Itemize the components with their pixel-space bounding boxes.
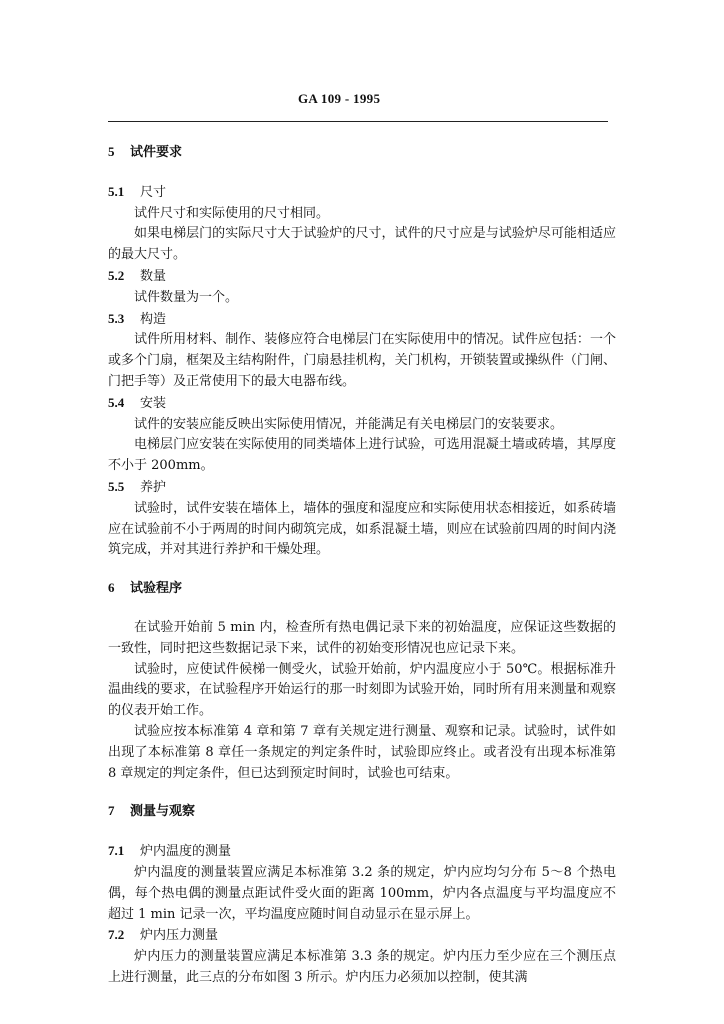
clause-title: 炉内温度的测量 — [140, 844, 232, 860]
clause-number: 5.1 — [108, 183, 125, 199]
paragraph: 试件所用材料、制作、装修应符合电梯层门在实际使用中的情况。试件应包括：一个或多个门扇，框架及主结构附件，门扇悬挂机构，关门机构，开锁装置或操纵件（门闸、门把手等）及正常使用下的最大电器布线。 — [108, 332, 616, 389]
clause-title: 安装 — [140, 395, 167, 411]
clause-title: 数量 — [140, 268, 167, 284]
clause-number: 5.2 — [108, 267, 125, 283]
section-number: 5 — [108, 144, 115, 159]
clause-title: 尺寸 — [140, 184, 167, 200]
document-body — [108, 142, 616, 989]
section-6-heading — [108, 578, 616, 600]
paragraph: 电梯层门应安装在实际使用的同类墙体上进行试验，可选用混凝土墙或砖墙，其厚度不小于 200mm。 — [108, 437, 616, 474]
section-number: 6 — [108, 580, 115, 596]
clause-title: 构造 — [140, 311, 167, 327]
paragraph: 在试验开始前 5 min 内，检查所有热电偶记录下来的初始温度，应保证这些数据的一致性，同时把这些数据记录下来，试件的初始变形情况也应记录下来。 — [108, 619, 616, 656]
section-5-heading — [108, 142, 616, 164]
paragraph: 试验时，试件安装在墙体上，墙体的强度和湿度应和实际使用状态相接近，如系砖墙应在试验前不小于两周的时间内砌筑完成，如系混凝土墙，则应在试验前四周的时间内浇筑完成，并对其进行养护和干燥处理。 — [108, 500, 616, 558]
section-title: 试件要求 — [130, 145, 183, 160]
clause-7-2-heading — [108, 925, 616, 947]
clause-number: 7.1 — [108, 843, 125, 859]
section-7-heading — [108, 801, 616, 823]
header-rule — [108, 121, 608, 122]
clause-5-3-heading — [108, 309, 616, 331]
clause-7-1-heading — [108, 841, 616, 863]
clause-number: 5.3 — [108, 310, 125, 326]
paragraph: 试件尺寸和实际使用的尺寸相同。 — [134, 205, 330, 221]
paragraph: 炉内压力的测量装置应满足本标准第 3.3 条的规定。炉内压力至少应在三个测压点上进行测量，此三点的分布如图 3 所示。炉内压力必须加以控制，使其满 — [108, 949, 616, 985]
standard-code-header: GA 109 - 1995 — [298, 91, 381, 106]
paragraph: 试验时，应使试件候梯一侧受火，试验开始前，炉内温度应小于 50℃。根据标准升温曲线的要求，在试验程序开始运行的那一时刻即为试验开始，同时所有用来测量和观察的仪表开始工作。 — [108, 661, 616, 719]
clause-number: 5.4 — [108, 394, 125, 410]
clause-number: 5.5 — [108, 478, 125, 494]
paragraph: 试件的安装应能反映出实际使用情况，并能满足有关电梯层门的安装要求。 — [134, 416, 564, 432]
clause-5-5-heading — [108, 477, 616, 499]
paragraph: 试件数量为一个。 — [134, 289, 239, 305]
clause-title: 养护 — [140, 479, 167, 495]
section-number: 7 — [108, 803, 115, 819]
section-title: 试验程序 — [130, 581, 183, 597]
paragraph: 试验应按本标准第 4 章和第 7 章有关规定进行测量、观察和记录。试验时，试件如出现了本标准第 8 章任一条规定的判定条件时，试验即应终止。或者没有出现本标准第 8 章规定的判定条件，但已达到预定时间时，试验也可结束。 — [108, 723, 616, 781]
clause-number: 7.2 — [108, 927, 125, 943]
clause-5-4-heading — [108, 393, 616, 415]
section-title: 测量与观察 — [130, 804, 196, 820]
clause-title: 炉内压力测量 — [140, 928, 219, 944]
clause-5-2-heading — [108, 266, 616, 288]
paragraph: 炉内温度的测量装置应满足本标准第 3.2 条的规定，炉内应均匀分布 5～8 个热电偶，每个热电偶的测量点距试件受火面的距离 100mm，炉内各点温度与平均温度应不超过 1 min 记录一次，平均温度应随时间自动显示在显示屏上。 — [108, 864, 616, 922]
paragraph: 如果电梯层门的实际尺寸大于试验炉的尺寸，试件的尺寸应是与试验炉尽可能相适应的最大尺寸。 — [108, 226, 616, 263]
clause-5-1-heading — [108, 182, 616, 204]
